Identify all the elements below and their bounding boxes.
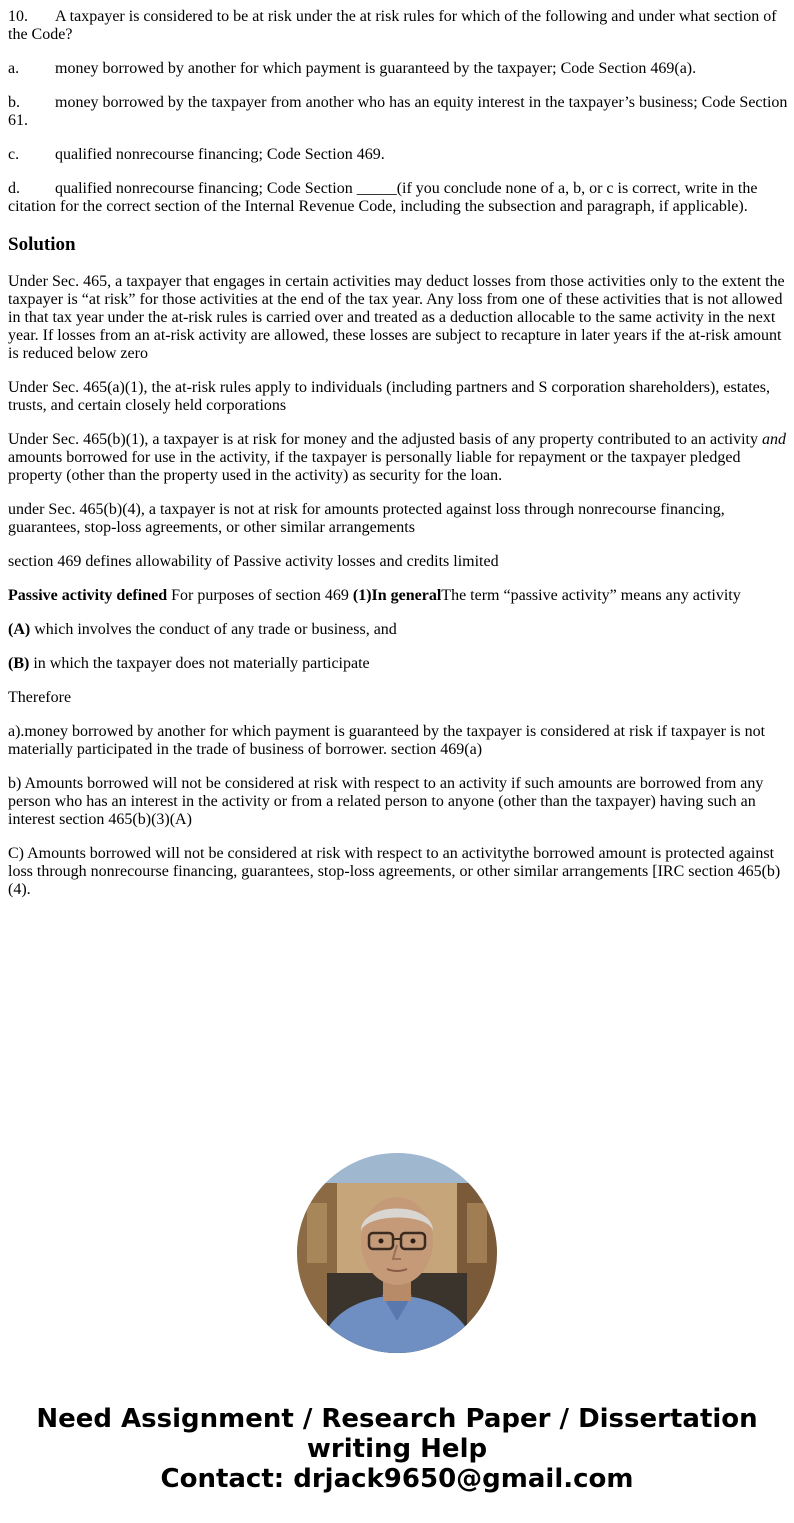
option-text: money borrowed by another for which payment is guaranteed by the taxpayer; Code Section 469(a). — [55, 60, 697, 77]
text-run: amounts borrowed for use in the activity, if the taxpayer is personally liable for repayment or the taxpayer pledged property (other than the property used in the activity) as security for the loan. — [8, 449, 741, 484]
answer-c: C) Amounts borrowed will not be considered at risk with respect to an activitythe borrowed amount is protected against loss through nonrecourse financing, guarantees, stop-loss agreements, or other similar arrangements [IRC section 465(b)(4). — [8, 845, 781, 898]
option-letter: b. — [8, 94, 20, 111]
text-run: For purposes of section 469 — [167, 587, 353, 604]
option-c — [8, 146, 788, 164]
text-run: The term “passive activity” means any activity — [441, 587, 741, 604]
answer-a: a).money borrowed by another for which payment is guaranteed by the taxpayer is considered at risk if taxpayer is not materially participated in the trade of business of borrower. section 469(a) — [8, 723, 766, 758]
text-run: in which the taxpayer does not materially participate — [29, 655, 370, 672]
definition-clause-a — [8, 621, 788, 639]
solution-paragraph: under Sec. 465(b)(4), a taxpayer is not at risk for amounts protected against loss through nonrecourse financing, guarantees, stop-loss agreements, or other similar arrangements — [8, 501, 725, 536]
question-number: 10. — [8, 8, 28, 25]
solution-paragraph: section 469 defines allowability of Passive activity losses and credits limited — [8, 553, 499, 570]
emphasis-and: and — [762, 431, 786, 448]
solution-heading: Solution — [8, 234, 76, 255]
passive-activity-definition — [8, 587, 788, 605]
contact-banner — [0, 1404, 794, 1494]
option-letter: c. — [8, 146, 20, 163]
banner-contact-line: Contact: drjack9650@gmail.com — [160, 1464, 634, 1494]
bold-term: Passive activity defined — [8, 587, 168, 604]
answer-b: b) Amounts borrowed will not be considered at risk with respect to an activity if such amounts are borrowed from any person who has an interest in the activity or from a related person to anyone (other than the taxpayer) having such an interest section 465(b)(3)(A) — [8, 775, 764, 828]
question-stem — [8, 8, 788, 44]
option-text: money borrowed by the taxpayer from another who has an equity interest in the taxpayer’s business; Code Section 61. — [8, 94, 788, 129]
bold-term: (1)In general — [352, 587, 442, 604]
option-text: qualified nonrecourse financing; Code Section 469. — [55, 146, 385, 163]
solution-paragraph: Therefore — [8, 689, 72, 706]
solution-paragraph — [8, 431, 788, 485]
option-a — [8, 60, 788, 78]
solution-paragraph: Under Sec. 465(a)(1), the at-risk rules apply to individuals (including partners and S corporation shareholders), estates, trusts, and certain closely held corporations — [8, 379, 771, 414]
solution-paragraph: Under Sec. 465, a taxpayer that engages in certain activities may deduct losses from those activities only to the extent the taxpayer is “at risk” for those activities at the end of the tax year. Any loss from one of these activities that is not allowed in that tax year under the at-risk rules is carried over and treated as a deduction allocable to the same activity in the next year. If losses from an at-risk activity are allowed, these losses are subject to recapture in later years if the at-risk amount is reduced below zero — [8, 273, 785, 362]
author-photo — [297, 1153, 497, 1353]
question-text: A taxpayer is considered to be at risk under the at risk rules for which of the following and under what section of the Code? — [8, 8, 777, 43]
definition-clause-b — [8, 655, 788, 673]
option-b — [8, 94, 788, 130]
text-run: Under Sec. 465(b)(1), a taxpayer is at risk for money and the adjusted basis of any property contributed to an activity — [8, 431, 762, 448]
option-letter: d. — [8, 180, 20, 197]
banner-line-2: writing Help — [306, 1434, 488, 1464]
document-body — [8, 8, 788, 915]
option-d — [8, 180, 788, 216]
text-run: which involves the conduct of any trade or business, and — [30, 621, 397, 638]
banner-line-1: Need Assignment / Research Paper / Dissertation — [36, 1404, 758, 1434]
clause-label: (A) — [8, 621, 31, 638]
option-letter: a. — [8, 60, 20, 77]
option-text: qualified nonrecourse financing; Code Section _____(if you conclude none of a, b, or c is correct, write in the citation for the correct section of the Internal Revenue Code, including the subsection and paragraph, if applicable). — [8, 180, 758, 215]
clause-label: (B) — [8, 655, 30, 672]
